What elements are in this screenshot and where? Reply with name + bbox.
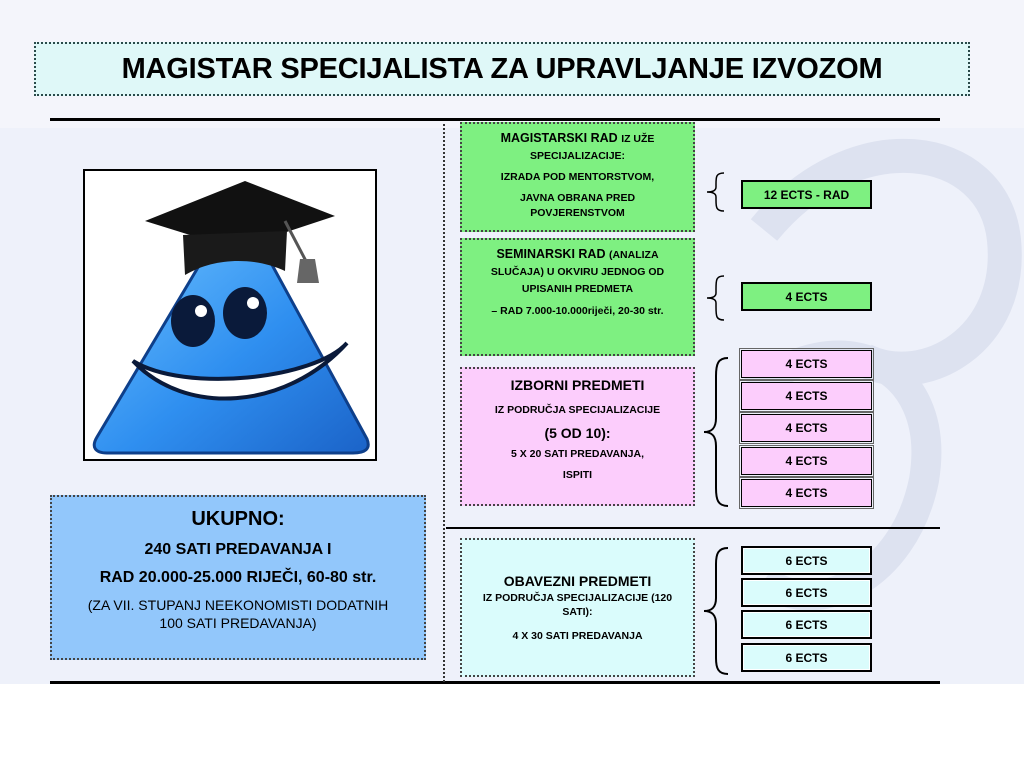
obavezni-predmeti-box (460, 538, 695, 677)
izborni-count: (5 OD 10): (544, 425, 611, 441)
izborni-line1: 5 X 20 SATI PREDAVANJA, (510, 448, 645, 460)
ects-izborni-4: 4 ECTS (741, 447, 872, 475)
top-divider (50, 118, 940, 121)
obavezni-line1: 4 X 30 SATI PREDAVANJA (512, 630, 643, 642)
izborni-title: IZBORNI PREDMETI (510, 377, 645, 393)
seminarski-heading-small: (ANALIZA SLUČAJA) U OKVIRU JEDNOG OD UPISANIH PREDMETA (490, 249, 665, 295)
magistarski-heading-small: IZ UŽE SPECIJALIZACIJE: (529, 133, 655, 162)
bottom-divider (50, 681, 940, 684)
ukupno-note: (ZA VII. STUPANJ NEEKONOMISTI DODATNIH 100 SATI PREDAVANJA) (87, 597, 389, 631)
obavezni-title: OBAVEZNI PREDMETI (503, 573, 652, 589)
ects-izborni-3: 4 ECTS (741, 414, 872, 442)
graduate-triangle-mascot-icon (85, 171, 375, 459)
ects-magistarski: 12 ECTS - RAD (741, 180, 872, 209)
seminarski-heading: SEMINARSKI RAD (496, 247, 606, 261)
ukupno-title: UKUPNO: (191, 508, 285, 530)
magistarski-rad-box (460, 122, 695, 232)
ects-obavezni-1: 6 ECTS (741, 546, 872, 575)
ects-obavezni-4: 6 ECTS (741, 643, 872, 672)
ects-obavezni-2: 6 ECTS (741, 578, 872, 607)
izborni-subtitle: IZ PODRUČJA SPECIJALIZACIJE (494, 404, 661, 416)
seminarski-line1: – RAD 7.000-10.000riječi, 20-30 str. (491, 305, 664, 317)
ects-izborni-1: 4 ECTS (741, 350, 872, 378)
ects-obavezni-3: 6 ECTS (741, 610, 872, 639)
mascot-image (83, 169, 377, 461)
curly-brace-icon (704, 172, 728, 212)
ects-izborni-5: 4 ECTS (741, 479, 872, 507)
curly-brace-icon (700, 356, 734, 508)
section-divider (446, 527, 940, 529)
ects-seminarski: 4 ECTS (741, 282, 872, 311)
curly-brace-icon (704, 275, 728, 321)
curly-brace-icon (700, 546, 734, 676)
magistarski-line1: IZRADA POD MENTORSTVOM, (500, 171, 655, 183)
izborni-line2: ISPITI (562, 469, 593, 481)
ukupno-box (50, 495, 426, 660)
obavezni-subtitle: IZ PODRUČJA SPECIJALIZACIJE (120 SATI): (482, 592, 673, 618)
magistarski-line2: JAVNA OBRANA PRED POVJERENSTVOM (519, 192, 636, 219)
magistarski-heading: MAGISTARSKI RAD (500, 131, 618, 145)
izborni-predmeti-box (460, 367, 695, 506)
ukupno-line2: RAD 20.000-25.000 RIJEČI, 60-80 str. (99, 569, 377, 586)
seminarski-rad-box (460, 238, 695, 356)
page-title: MAGISTAR SPECIJALISTA ZA UPRAVLJANJE IZVOZOM (34, 42, 970, 96)
vertical-divider (443, 124, 445, 682)
ects-izborni-2: 4 ECTS (741, 382, 872, 410)
ukupno-line1: 240 SATI PREDAVANJA I (144, 541, 332, 558)
